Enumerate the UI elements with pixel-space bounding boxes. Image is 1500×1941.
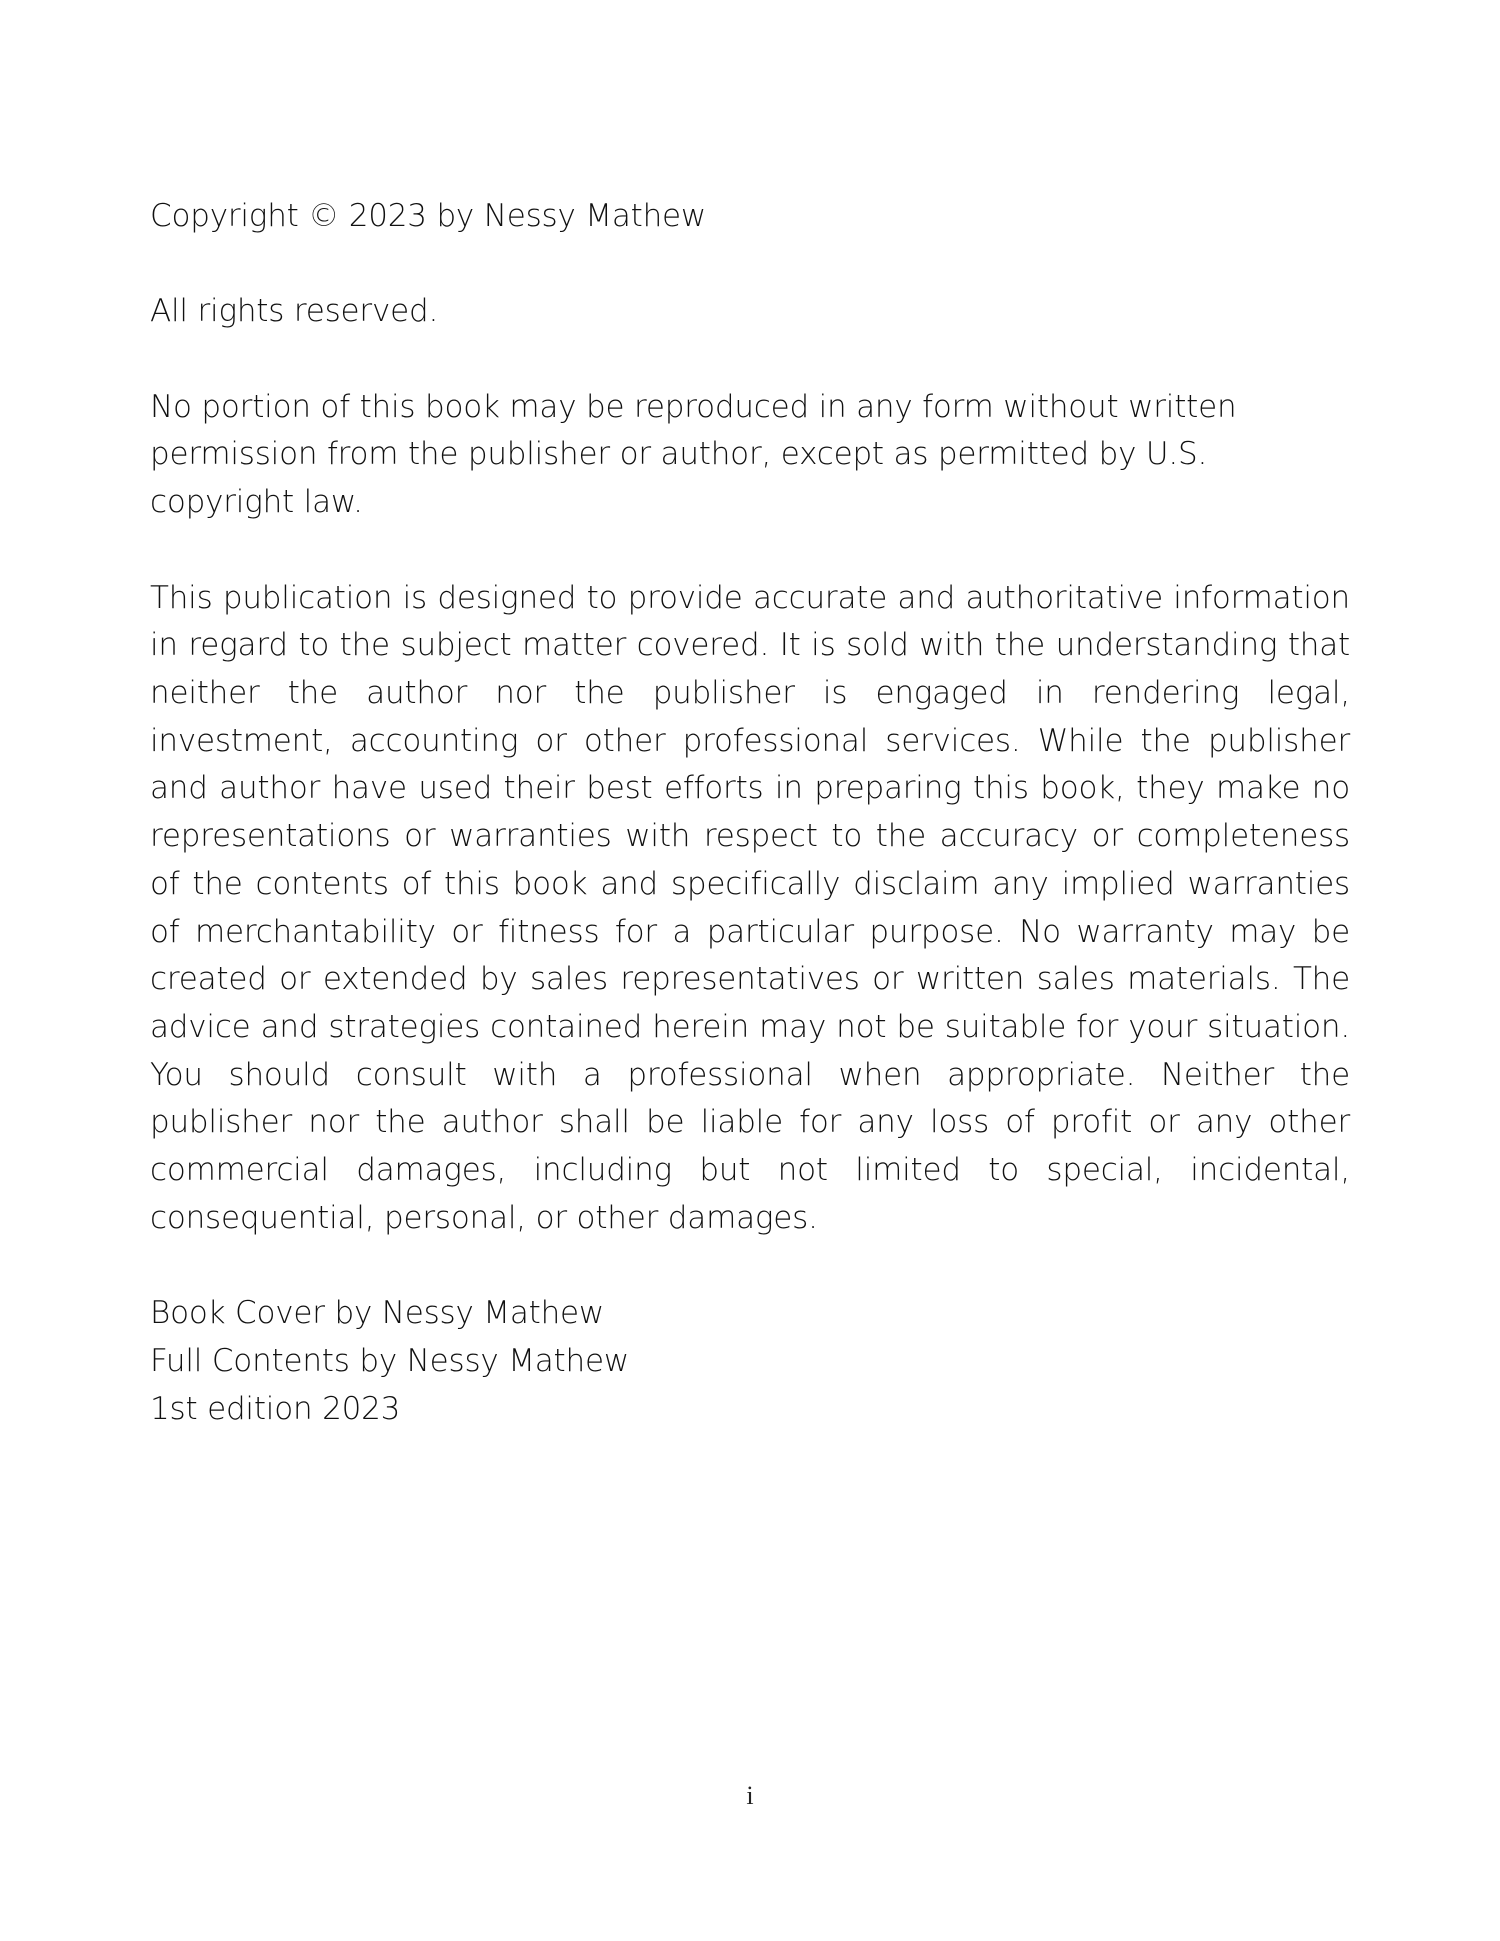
book-cover-credit: Book Cover by Nessy Mathew [150, 1295, 605, 1332]
rights-reserved-notice: All rights reserved. [150, 293, 439, 330]
disclaimer-paragraph: This publication is designed to provide accurate and authoritative information in regard to the subject matter covered. It is sold with the understanding that neither the author nor the publisher is engaged in rendering legal, investment, accounting or other professional services. While the publisher and author have used their best efforts in preparing this book, they make no representations or warranties with respect to the accuracy or completeness of the contents of this book and specifically disclaim any implied warranties of merchantability or fitness for a particular purpose. No warranty may be created or extended by sales representatives or written sales materials. The advice and strategies contained herein may not be suitable for your situation. You should consult with a professional when appropriate. Neither the publisher nor the author shall be liable for any loss of profit or any other commercial damages, including but not limited to special, incidental, consequential, personal, or other damages. [150, 579, 1350, 1236]
copyright-page-content [150, 193, 1350, 1433]
page-number: i [746, 1781, 754, 1810]
full-contents-credit: Full Contents by Nessy Mathew [150, 1342, 629, 1379]
copyright-notice: Copyright © 2023 by Nessy Mathew [150, 198, 707, 234]
edition-line: 1st edition 2023 [150, 1390, 401, 1427]
permission-notice: No portion of this book may be reproduced in any form without written permission from the publisher or author, except as permitted by U.S. copyright law. [150, 388, 1237, 521]
credits-block [150, 1290, 1350, 1433]
